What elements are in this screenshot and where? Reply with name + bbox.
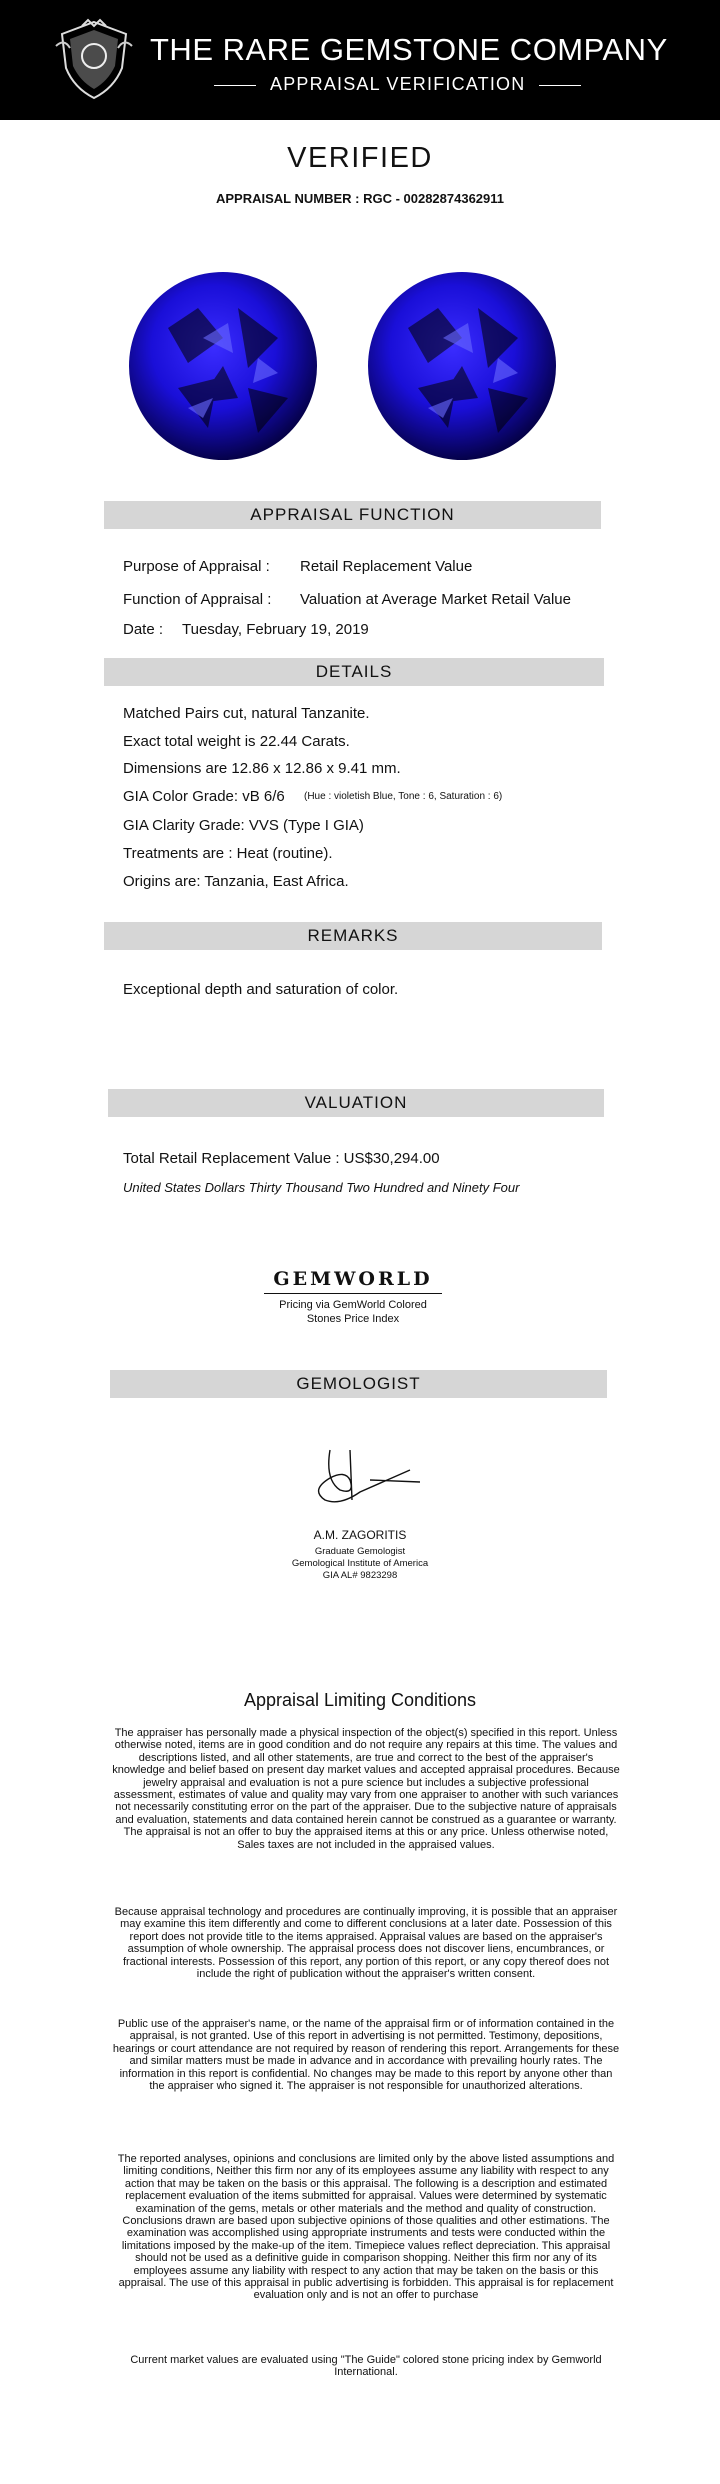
gemworld-logo bbox=[258, 1268, 448, 1326]
function-label: Function of Appraisal : bbox=[123, 591, 272, 608]
detail-color-note: (Hue : violetish Blue, Tone : 6, Saturation : 6) bbox=[304, 791, 503, 802]
limiting-paragraph-2: Because appraisal technology and procedures are continually improving, it is possible that an appraiser may examine this item differently and come to different conclusions at a later date. Possession of this report does not provide title to the items appraised. Appraisal values are based on the appraiser's assumption of whole ownership. The appraisal process does not discover liens, encumbrances, or fractional interests. Possession of this report, any portion of this report, or any copy thereof does not include the right of publication without the appraiser's written consent. bbox=[114, 1906, 618, 1981]
gemworld-wordmark: GEMWORLD bbox=[273, 1268, 433, 1290]
gemstone-pair-image bbox=[128, 268, 558, 464]
detail-dimensions: Dimensions are 12.86 x 12.86 x 9.41 mm. bbox=[123, 760, 401, 777]
remarks-text: Exceptional depth and saturation of color. bbox=[123, 981, 399, 998]
gemologist-institute: Gemological Institute of America bbox=[291, 1558, 429, 1569]
date-value: Tuesday, February 19, 2019 bbox=[182, 621, 369, 638]
limiting-paragraph-3: Public use of the appraiser's name, or the name of the appraisal firm or of information contained in the appraisal, is not granted. Use of this report in advertising is not permitted. Testimony, depositions, hearings or court attendance are not required by reason of rendering this report. Arrangements for these and similar matters must be made in advance and in accordance with prevailing hourly rates. The information in this report is confidential. No changes may be made to this report by anyone other than the appraiser who signed it. The appraiser is not responsible for unauthorized alterations. bbox=[112, 2018, 620, 2093]
page-subtitle bbox=[200, 74, 570, 95]
detail-clarity-grade: GIA Clarity Grade: VVS (Type I GIA) bbox=[123, 817, 364, 834]
appraisal-number: APPRAISAL NUMBER : RGC - 00282874362911 bbox=[215, 191, 505, 206]
detail-origin: Origins are: Tanzania, East Africa. bbox=[123, 873, 349, 890]
gem-right bbox=[368, 272, 556, 460]
section-header-gemologist: GEMOLOGIST bbox=[110, 1370, 607, 1398]
detail-color-grade: GIA Color Grade: vB 6/6 bbox=[123, 788, 285, 805]
header-banner bbox=[0, 0, 720, 120]
detail-weight: Exact total weight is 22.44 Carats. bbox=[123, 733, 350, 750]
signature-image bbox=[300, 1440, 430, 1520]
limiting-paragraph-5: Current market values are evaluated using "The Guide" colored stone pricing index by Gemworld International. bbox=[130, 2354, 602, 2379]
divider bbox=[214, 85, 256, 86]
detail-treatments: Treatments are : Heat (routine). bbox=[123, 845, 333, 862]
valuation-value: Total Retail Replacement Value : US$30,294.00 bbox=[123, 1150, 440, 1167]
gemologist-name: A.M. ZAGORITIS bbox=[313, 1528, 407, 1542]
subtitle-text: APPRAISAL VERIFICATION bbox=[270, 74, 526, 94]
valuation-words: United States Dollars Thirty Thousand Two Hundred and Ninety Four bbox=[123, 1180, 520, 1195]
section-header-remarks: REMARKS bbox=[104, 922, 602, 950]
limiting-paragraph-4: The reported analyses, opinions and conclusions are limited only by the above listed assumptions and limiting conditions, Neither this firm nor any of its employees assume any liability with respect to any action that may be taken on the basis or this appraisal. The following is a description and estimated replacement evaluation of the items submitted for appraisal. Values were determined by systematic examination of the gems, metals or other materials and the method and quality of construction. Conclusions drawn are based upon subjective opinions of those qualities and other estimations. The examination was accomplished using appropriate instruments and tests were conducted within the limitations imposed by the make-up of the item. Timepiece values reflect depreciation. This appraisal should not be used as a definitive guide in comparison shopping. Neither this firm nor any of its employees assume any liability with respect to any action that may be taken on the basis or this appraisal. The use of this appraisal in public advertising is forbidden. This appraisal is for replacement evaluation only and is not an offer to purchase bbox=[117, 2153, 615, 2302]
purpose-value: Retail Replacement Value bbox=[300, 558, 473, 575]
gemworld-caption-2: Stones Price Index bbox=[306, 1313, 400, 1325]
section-header-appraisal-function: APPRAISAL FUNCTION bbox=[104, 501, 601, 529]
gemworld-caption-1: Pricing via GemWorld Colored bbox=[279, 1299, 427, 1311]
function-value: Valuation at Average Market Retail Value bbox=[300, 591, 571, 608]
divider bbox=[264, 1293, 442, 1294]
purpose-label: Purpose of Appraisal : bbox=[123, 558, 270, 575]
section-header-valuation: VALUATION bbox=[108, 1089, 604, 1117]
crest-logo-icon bbox=[52, 18, 136, 102]
gem-left bbox=[129, 272, 317, 460]
detail-cut: Matched Pairs cut, natural Tanzanite. bbox=[123, 705, 370, 722]
gemologist-license: GIA AL# 9823298 bbox=[322, 1570, 398, 1581]
limiting-conditions-title: Appraisal Limiting Conditions bbox=[243, 1690, 477, 1710]
company-name: THE RARE GEMSTONE COMPANY bbox=[150, 32, 668, 67]
gemologist-title: Graduate Gemologist bbox=[314, 1546, 406, 1557]
section-header-details: DETAILS bbox=[104, 658, 604, 686]
limiting-paragraph-1: The appraiser has personally made a physical inspection of the object(s) specified in this report. Unless otherwise noted, items are in good condition and do not require any repairs at this time. The values and descriptions listed, and all other statements, are true and correct to the best of the appraiser's knowledge and belief based on present day market values and accepted appraisal procedures. Because jewelry appraisal and evaluation is not a pure science but includes a subjective professional assessment, estimates of value and quality may vary from one appraiser to another with such variances not necessarily constituting error on the part of the appraiser. Due to the subjective nature of appraisals and evaluation, statements and data contained herein cannot be construed as a guarantee or warranty. The appraisal is not an offer to buy the appraised items at this or any price. Unless otherwise noted, Sales taxes are not included in the appraised values. bbox=[112, 1727, 620, 1851]
verified-heading: VERIFIED bbox=[287, 142, 433, 174]
date-label: Date : bbox=[123, 621, 164, 638]
divider bbox=[539, 85, 581, 86]
